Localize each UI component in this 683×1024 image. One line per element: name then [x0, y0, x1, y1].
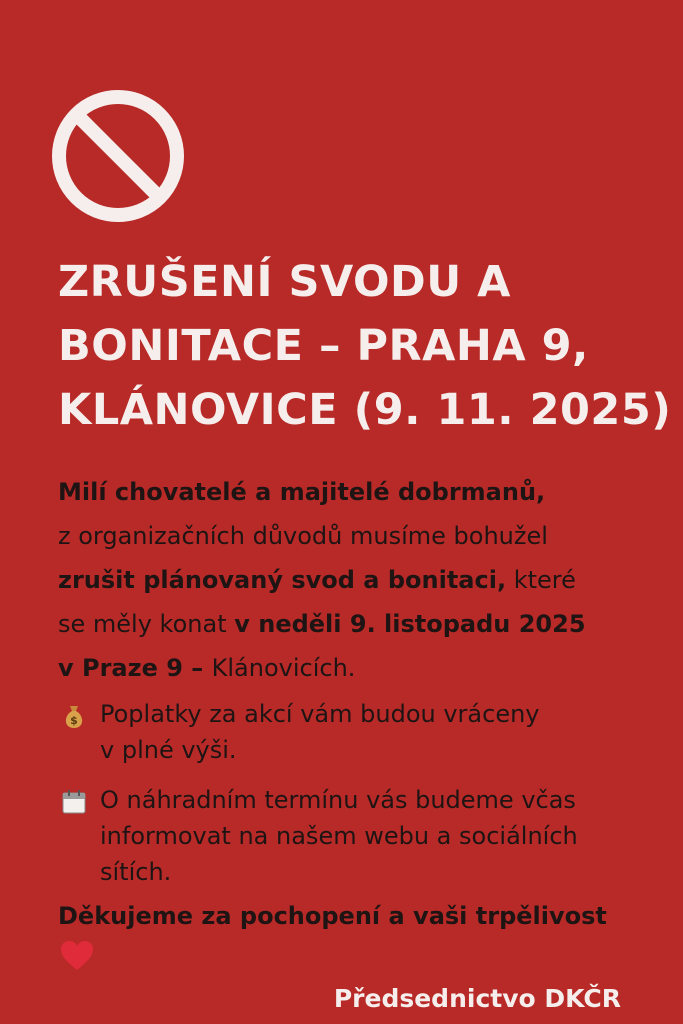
prohibited-slash — [77, 115, 159, 197]
message-text: z organizačních důvodů musíme bohužel — [58, 522, 548, 550]
signature: Předsednictvo DKČR — [333, 984, 621, 1013]
message-text: které — [506, 566, 576, 594]
bullet-line: O náhradním termínu vás budeme včas — [100, 786, 576, 814]
cancellation-emphasis: zrušit plánovaný svod a bonitaci, — [58, 566, 507, 594]
thanks-text: Děkujeme za pochopení a vaši trpělivost — [58, 902, 607, 930]
message-line-2 — [58, 558, 658, 602]
calendar-icon — [60, 788, 88, 816]
bullet-line: v plné výši. — [100, 736, 237, 764]
bullet-line: Poplatky za akcí vám budou vráceny — [100, 700, 540, 728]
greeting: Milí chovatelé a majitelé dobrmanů, — [58, 478, 546, 506]
event-location: v Praze 9 – — [58, 654, 212, 682]
event-date: v neděli 9. listopadu 2025 — [234, 610, 586, 638]
title-line-3: KLÁNOVICE (9. 11. 2025) — [58, 385, 672, 435]
info-list — [60, 696, 660, 904]
message-text: Klánovicích. — [211, 654, 356, 682]
message-line-4 — [58, 646, 658, 690]
announcement-body — [58, 470, 658, 690]
money-bag-icon — [60, 702, 88, 730]
prohibited-icon — [50, 88, 186, 224]
red-heart-icon — [60, 940, 94, 972]
new-date-text — [100, 782, 660, 890]
list-item-refund — [60, 696, 660, 768]
title-line-1: ZRUŠENÍ SVODU A — [58, 257, 511, 307]
title-line-2: BONITACE – PRAHA 9, — [58, 321, 589, 371]
message-line-3 — [58, 602, 658, 646]
list-item-new-date — [60, 782, 660, 890]
bullet-line: sítích. — [100, 858, 172, 886]
announcement-title — [58, 250, 672, 442]
message-line-1 — [58, 514, 658, 558]
bullet-line: informovat na našem webu a sociálních — [100, 822, 578, 850]
svg-text:$: $ — [70, 714, 78, 727]
refund-text — [100, 696, 660, 768]
message-text: se měly konat — [58, 610, 235, 638]
